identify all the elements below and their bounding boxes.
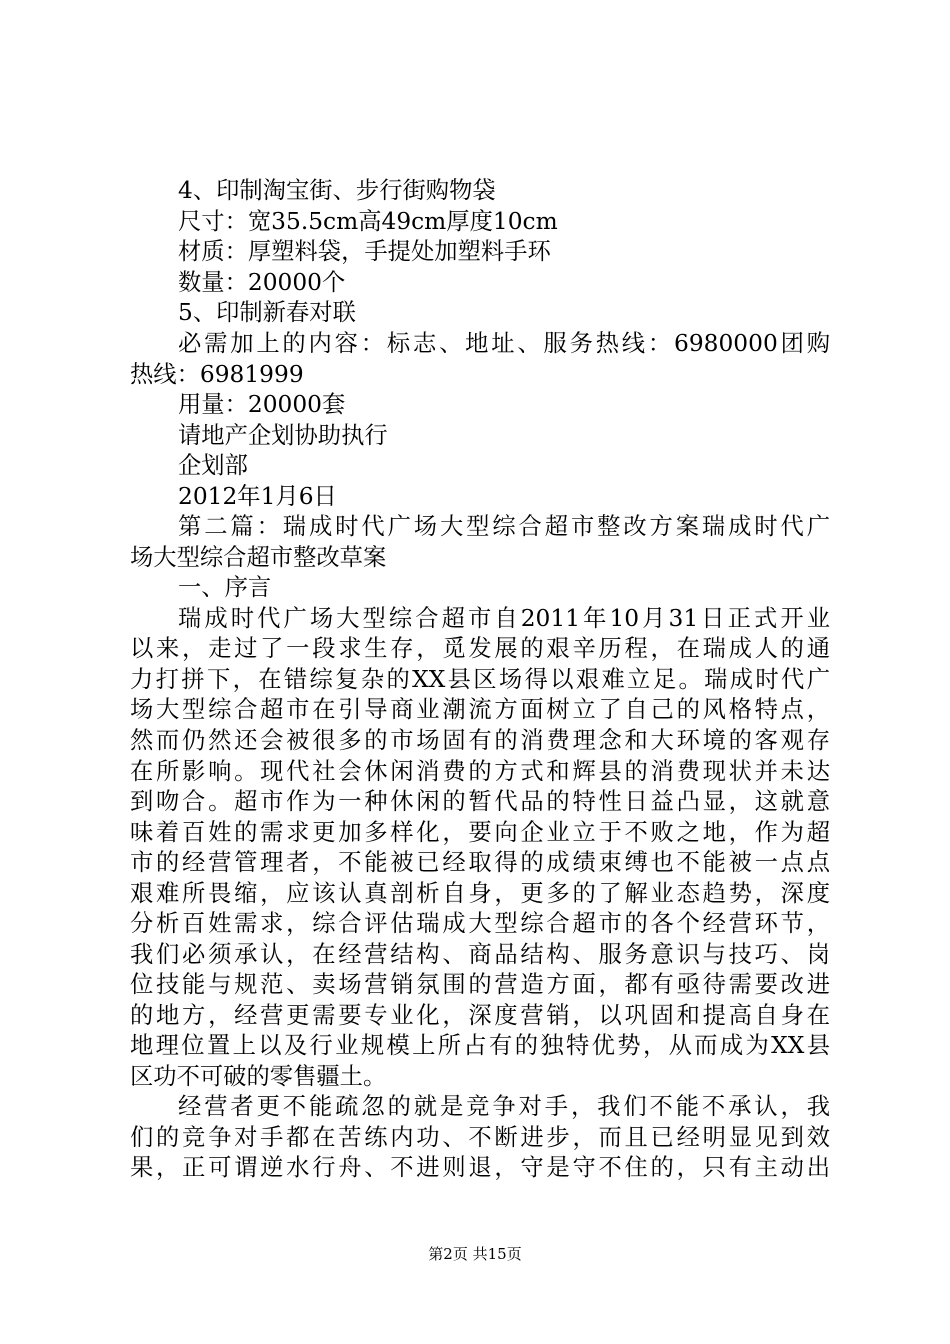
text-line: 瑞成时代广场大型综合超市自2011年10月31日正式开业 [178,605,830,632]
text-line: 在所影响。现代社会休闲消费的方式和辉县的消费现状并未达 [130,758,830,785]
text-line: 2012年1月6日 [178,483,337,510]
text-line: 力打拼下，在错综复杂的XX县区场得以艰难立足。瑞成时代广 [130,666,830,693]
text-line: 到吻合。超市作为一种休闲的暂代品的特性日益凸显，这就意 [130,788,830,815]
text-line: 一、序言 [178,574,272,601]
text-line: 4、印制淘宝街、步行街购物袋 [178,177,496,204]
text-line: 然而仍然还会被很多的市场固有的消费理念和大环境的客观存 [130,727,830,754]
text-line: 请地产企划协助执行 [178,422,388,449]
text-line: 区功不可破的零售疆土。 [130,1063,387,1090]
text-line: 地理位置上以及行业规模上所占有的独特优势，从而成为XX县 [130,1032,830,1059]
text-line: 尺寸：宽35.5cm高49cm厚度10cm [178,208,558,235]
text-line: 场大型综合超市在引导商业潮流方面树立了自己的风格特点， [130,696,830,723]
text-line: 经营者更不能疏忽的就是竞争对手，我们不能不承认，我 [178,1093,830,1120]
text-line: 们的竞争对手都在苦练内功、不断进步，而且已经明显见到效 [130,1124,830,1151]
text-line: 我们必须承认，在经营结构、商品结构、服务意识与技巧、岗 [130,941,830,968]
text-line: 的地方，经营更需要专业化，深度营销，以巩固和提高自身在 [130,1002,830,1029]
text-line: 第二篇：瑞成时代广场大型综合超市整改方案瑞成时代广 [178,513,830,540]
text-line: 艰难所畏缩，应该认真剖析自身，更多的了解业态趋势，深度 [130,880,830,907]
text-line: 分析百姓需求，综合评估瑞成大型综合超市的各个经营环节， [130,910,830,937]
page-footer: 第2页 共15页 [428,1245,522,1263]
text-line: 果，正可谓逆水行舟、不进则退，守是守不住的，只有主动出 [130,1154,830,1181]
text-line: 热线：6981999 [130,361,304,388]
text-line: 用量：20000套 [178,391,346,418]
text-line: 数量：20000个 [178,269,346,296]
text-line: 企划部 [178,452,248,479]
text-line: 以来，走过了一段求生存，觅发展的艰辛历程，在瑞成人的通 [130,635,830,662]
text-line: 5、印制新春对联 [178,299,356,326]
text-line: 必需加上的内容：标志、地址、服务热线：6980000团购 [178,330,830,357]
text-line: 市的经营管理者，不能被已经取得的成绩束缚也不能被一点点 [130,849,830,876]
text-line: 位技能与规范、卖场营销氛围的营造方面，都有亟待需要改进 [130,971,830,998]
text-line: 材质：厚塑料袋，手提处加塑料手环 [178,238,551,265]
text-line: 场大型综合超市整改草案 [130,544,387,571]
text-line: 味着百姓的需求更加多样化，要向企业立于不败之地，作为超 [130,819,830,846]
